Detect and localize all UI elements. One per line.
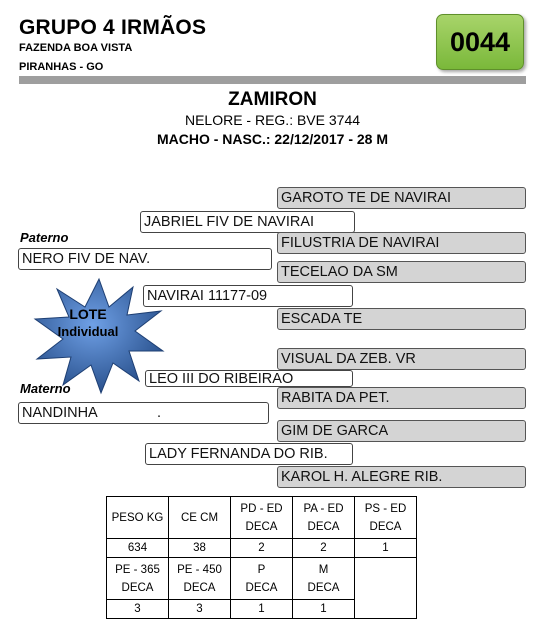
header-pe-450-deca: PE - 450 DECA [169, 558, 231, 600]
burst-label-lote: LOTE [69, 306, 107, 322]
value-pe-365: 3 [107, 600, 169, 619]
value-pa-ed: 2 [293, 539, 355, 558]
lot-number-badge: 0044 [436, 14, 524, 70]
great-grandparent-3: TECELAO DA SM [277, 261, 526, 283]
burst-label-individual: Individual [57, 324, 119, 339]
animal-breed-registration: NELORE - REG.: BVE 3744 [184, 112, 361, 128]
header-p-deca: P DECA [231, 558, 293, 600]
farm-subtitle: FAZENDA BOA VISTA [19, 42, 133, 54]
animal-name: ZAMIRON [228, 89, 317, 110]
great-grandparent-1: GAROTO TE DE NAVIRAI [277, 187, 526, 209]
great-grandparent-5: VISUAL DA ZEB. VR [277, 348, 526, 370]
paternal-grandsire: JABRIEL FIV DE NAVIRAI [140, 211, 355, 233]
table-header-row-1 [107, 497, 417, 539]
great-grandparent-2: FILUSTRIA DE NAVIRAI [277, 232, 526, 254]
great-grandparent-6: RABITA DA PET. [277, 387, 526, 409]
performance-table [106, 496, 417, 619]
value-ps-ed: 1 [355, 539, 417, 558]
table-value-row-1 [107, 539, 417, 558]
value-p: 1 [231, 600, 293, 619]
header-ce-cm: CE CM [169, 497, 231, 539]
farm-name: GRUPO 4 IRMÃOS [19, 16, 207, 39]
value-peso-kg: 634 [107, 539, 169, 558]
maternal-label: Materno [20, 381, 71, 396]
value-m: 1 [293, 600, 355, 619]
table-header-row-2 [107, 558, 417, 600]
dam [18, 402, 269, 424]
great-grandparent-7: GIM DE GARCA [277, 420, 526, 442]
header-divider [19, 76, 526, 84]
header-pd-ed-deca: PD - ED DECA [231, 497, 293, 539]
header-pa-ed-deca: PA - ED DECA [293, 497, 355, 539]
value-ce-cm: 38 [169, 539, 231, 558]
animal-sex-birth: MACHO - NASC.: 22/12/2017 - 28 M [156, 131, 389, 147]
maternal-grandsire: LEO III DO RIBEIRAO [145, 370, 353, 387]
great-grandparent-8: KAROL H. ALEGRE RIB. [277, 466, 526, 488]
empty-cell [355, 558, 417, 619]
header-peso-kg: PESO KG [107, 497, 169, 539]
value-pe-450: 3 [169, 600, 231, 619]
dam-mark: . [157, 405, 162, 421]
paternal-label: Paterno [20, 230, 69, 245]
great-grandparent-4: ESCADA TE [277, 308, 526, 330]
paternal-granddam: NAVIRAI 11177-09 [143, 285, 353, 307]
dam-name: NANDINHA [22, 405, 98, 421]
header-pe-365-deca: PE - 365 DECA [107, 558, 169, 600]
farm-location: PIRANHAS - GO [19, 61, 104, 73]
value-pd-ed: 2 [231, 539, 293, 558]
header-ps-ed-deca: PS - ED DECA [355, 497, 417, 539]
maternal-granddam: LADY FERNANDA DO RIB. [145, 443, 353, 465]
header-m-deca: M DECA [293, 558, 355, 600]
sire: NERO FIV DE NAV. [18, 248, 272, 270]
